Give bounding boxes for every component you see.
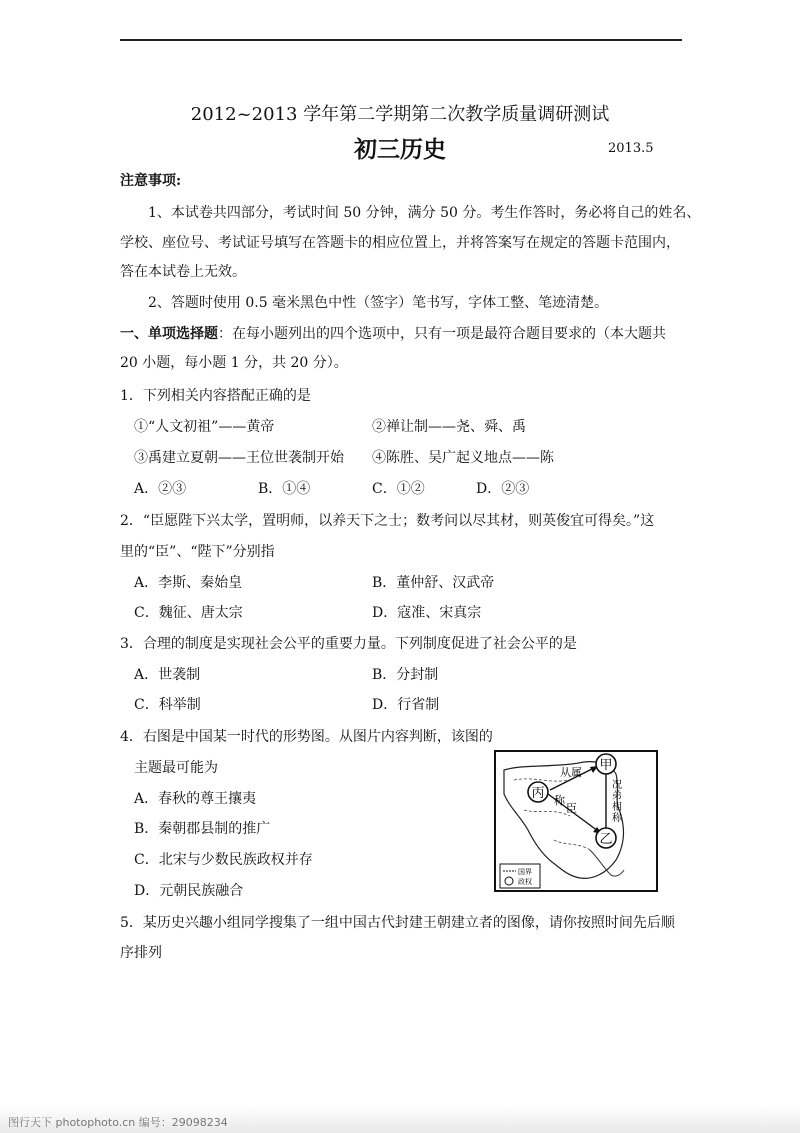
map-legend-border-label: 国界 [518,868,532,876]
map-label-v2: 弟 [612,791,622,802]
section-1-intro-text: ：在每小题列出的四个选项中，只有一项是最符合题目要求的（本大题共 [218,326,666,342]
notice-heading: 注意事项: [120,173,182,189]
q1-option-d: D．②③ [476,481,530,497]
map-label-v3: 相 [612,802,622,813]
q1-option-b: B．①④ [258,481,311,497]
q3-option-c: C．科举制 [134,697,201,713]
q3-stem: 3．合理的制度是实现社会公平的重要力量。下列制度促进了社会公平的是 [120,636,577,652]
q3-option-d: D．行省制 [372,697,440,713]
map-label-jia: 甲 [599,758,613,773]
q4-option-c: C．北宋与少数民族政权并存 [134,852,313,868]
q2-option-d: D．寇准、宋真宗 [372,605,482,621]
section-1-label: 一、单项选择题 [120,326,218,342]
q1-stem: 1．下列相关内容搭配正确的是 [120,388,311,404]
q1-statement-2: ②禅让制——尧、舜、禹 [372,419,526,435]
map-label-cong-shu: 从属 [560,766,582,779]
q4-stem-line-2: 主题最可能为 [134,760,218,776]
map-label-bing: 丙 [531,786,545,801]
q2-option-a: A．李斯、秦始皇 [134,575,243,591]
q2-stem-line-1: 2．“臣愿陛下兴太学，置明师，以养天下之士；数考问以尽其材，则英俊宜可得矣。”这 [120,513,655,529]
q1-statement-3: ③禹建立夏朝——王位世袭制开始 [134,450,344,466]
exam-date: 2013.5 [608,141,654,156]
subject-title: 初三历史 [354,136,446,163]
exam-title: 2012~2013 学年第二学期第二次教学质量调研测试 [190,104,610,125]
q4-map-figure [494,750,658,892]
map-label-chen: 臣 [566,802,577,815]
notice-item-1-line-1: 1、本试卷共四部分，考试时间 50 分钟，满分 50 分。考生作答时，务必将自己的姓名、 [148,205,701,221]
map-label-yi: 乙 [599,832,613,847]
q3-option-a: A．世袭制 [134,667,201,683]
q2-option-c: C．魏征、唐太宗 [134,605,243,621]
q5-stem-line-1: 5．某历史兴趣小组同学搜集了一组中国古代封建王朝建立者的图像，请你按照时间先后顺 [120,915,675,931]
notice-item-1-line-3: 答在本试卷上无效。 [120,264,246,280]
q2-option-b: B．董仲舒、汉武帝 [372,575,495,591]
q1-option-a: A．②③ [134,481,187,497]
q1-statement-4: ④陈胜、吴广起义地点——陈 [372,450,554,466]
q1-statement-1: ①“人文初祖”——黄帝 [134,419,275,435]
q4-option-b: B．秦朝郡县制的推广 [134,821,271,837]
q4-option-d: D．元朝民族融合 [134,883,244,899]
section-1-intro-line-1 [120,327,666,341]
watermark-text: 图行天下 photophoto.cn 编号：29098234 [8,1116,228,1129]
header-rule [120,39,682,41]
map-label-v1: 况 [612,780,622,791]
map-legend-regime-label: 政权 [518,878,532,886]
map-label-v4: 称 [612,813,622,824]
q4-stem-line-1: 4．右图是中国某一时代的形势图。从图片内容判断，该图的 [120,729,493,745]
notice-item-1-line-2: 学校、座位号、考试证号填写在答题卡的相应位置上，并将答案写在规定的答题卡范围内， [120,235,680,251]
q5-stem-line-2: 序排列 [120,945,162,961]
q1-option-c: C．①② [372,481,425,497]
watermark-bar [0,1106,800,1133]
notice-item-2: 2、答题时使用 0.5 毫米黑色中性（签字）笔书写，字体工整、笔迹清楚。 [148,295,609,311]
q2-stem-line-2: 里的“臣”、“陛下”分别指 [120,544,275,560]
map-label-cheng: 称 [554,794,565,807]
q4-option-a: A．春秋的尊王攘夷 [134,791,257,807]
q3-option-b: B．分封制 [372,667,439,683]
section-1-intro-line-2: 20 小题，每小题 1 分，共 20 分）。 [120,355,348,371]
